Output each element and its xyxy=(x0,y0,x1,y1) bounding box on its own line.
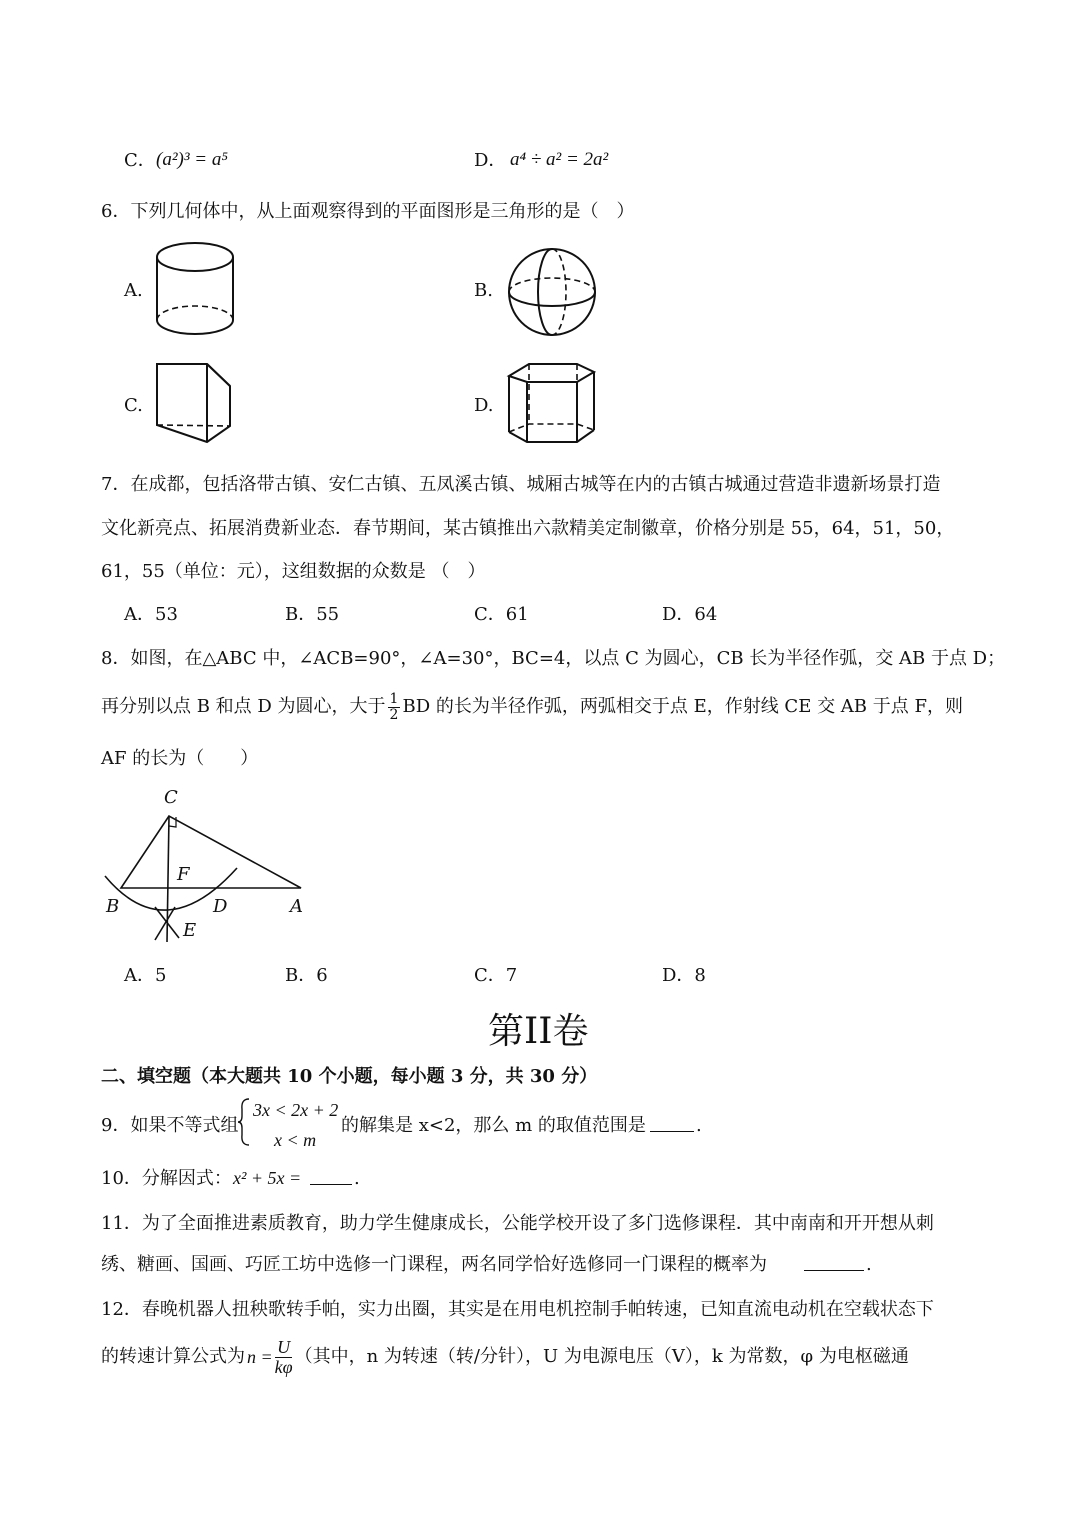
q9-inequality-1: 3x < 2x + 2 xyxy=(253,1100,339,1120)
q10-expression: x² + 5x = xyxy=(233,1168,302,1188)
q11-line-1: 11．为了全面推进素质教育，助力学生健康成长，公能学校开设了多门选修课程．其中南南和开开想从刺 xyxy=(101,1213,934,1234)
q6-option-a-label: A. xyxy=(124,280,143,301)
q7-line-1: 7．在成都，包括洛带古镇、安仁古镇、五凤溪古镇、城厢古城等在内的古镇古城通过营造非遗新场景打造 xyxy=(101,474,941,495)
q12-formula-fraction xyxy=(275,1338,293,1377)
q11-answer-blank[interactable] xyxy=(804,1256,864,1275)
figure-label-a: A xyxy=(290,896,303,917)
q10-end: . xyxy=(354,1168,360,1189)
q8-option-c: C．7 xyxy=(474,965,518,986)
q6-stem: 6．下列几何体中，从上面观察得到的平面图形是三角形的是（ ） xyxy=(101,201,635,222)
q7-line-2: 文化新亮点、拓展消费新业态．春节期间，某古镇推出六款精美定制徽章，价格分别是 55，64，51，50， xyxy=(101,518,955,539)
q8-fraction xyxy=(388,692,401,722)
q9-end: . xyxy=(696,1115,702,1136)
q12-line-2 xyxy=(101,1338,909,1377)
q6-option-b-label: B. xyxy=(474,280,493,301)
q8-option-a: A．5 xyxy=(124,965,167,986)
q8-line-3: AF 的长为（ ） xyxy=(101,748,259,769)
q6-option-d-label: D. xyxy=(474,395,494,416)
q6-option-c-label: C. xyxy=(124,395,143,416)
q12-line-2-end: （其中，n 为转速（转/分针），U 为电源电压（V），k 为常数，φ 为电枢磁通 xyxy=(294,1346,909,1368)
q10-answer-blank[interactable] xyxy=(310,1170,352,1189)
q9-prefix: 9．如果不等式组 xyxy=(101,1115,239,1136)
q11-line-2: 绣、糖画、国画、巧匠工坊中选修一门课程，两名同学恰好选修同一门课程的概率为 xyxy=(101,1254,767,1275)
q5-option-c-label: C． xyxy=(124,150,156,171)
q8-fraction-numerator: 1 xyxy=(389,691,399,707)
q8-fraction-denominator: 2 xyxy=(389,706,399,723)
section-2-heading: 二、填空题（本大题共 10 个小题，每小题 3 分，共 30 分） xyxy=(101,1066,598,1087)
q8-option-b: B．6 xyxy=(285,965,328,986)
q12-formula-numerator: U xyxy=(277,1337,291,1357)
q7-option-a: A．53 xyxy=(124,604,178,625)
q9-answer-blank[interactable] xyxy=(650,1117,694,1136)
triangular-prism-icon xyxy=(150,360,240,450)
hexagonal-prism-icon xyxy=(504,360,604,455)
q7-line-3: 61，55（单位：元），这组数据的众数是 （ ） xyxy=(101,561,486,582)
figure-label-b: B xyxy=(106,896,120,917)
q7-option-b: B．55 xyxy=(285,604,340,625)
q12-formula-lhs: n = xyxy=(247,1347,273,1368)
q12-formula-denominator: kφ xyxy=(274,1356,293,1377)
q5-option-d-label: D． xyxy=(474,150,507,171)
q5-option-c-expr: (a²)³ = a⁵ xyxy=(156,149,228,170)
figure-label-f: F xyxy=(177,864,190,885)
q7-option-c: C．61 xyxy=(474,604,529,625)
figure-label-c: C xyxy=(164,787,178,808)
q12-line-2-start: 的转速计算公式为 xyxy=(101,1346,245,1368)
q8-line-2-end: BD 的长为半径作弧，两弧相交于点 E，作射线 CE 交 AB 于点 F，则 xyxy=(402,696,963,718)
q7-option-d: D．64 xyxy=(662,604,718,625)
q8-line-2 xyxy=(101,692,963,722)
cylinder-icon xyxy=(150,240,240,340)
q8-line-1: 8．如图，在△ABC 中，∠ACB=90°，∠A=30°，BC=4，以点 C 为圆心，CB 长为半径作弧，交 AB 于点 D； xyxy=(101,648,1006,669)
q12-line-1: 12．春晚机器人扭秧歌转手帕，实力出圈，其实是在用电机控制手帕转速，已知直流电动机在空载状态下 xyxy=(101,1299,934,1320)
triangle-construction-figure xyxy=(95,780,325,960)
figure-label-e: E xyxy=(183,920,197,941)
q9-suffix: 的解集是 x<2，那么 m 的取值范围是 xyxy=(341,1115,646,1136)
q9-inequality-2: x < m xyxy=(274,1130,317,1150)
q8-line-2-start: 再分别以点 B 和点 D 为圆心，大于 xyxy=(101,696,386,718)
q11-end: . xyxy=(866,1254,872,1275)
left-brace xyxy=(236,1097,252,1147)
figure-label-d: D xyxy=(213,896,228,917)
q5-option-d-expr: a⁴ ÷ a² = 2a² xyxy=(510,149,609,170)
part-2-title: 第II卷 xyxy=(488,1011,589,1052)
q8-option-d: D．8 xyxy=(662,965,706,986)
q10-prefix: 10．分解因式： xyxy=(101,1168,232,1189)
sphere-icon xyxy=(504,245,600,341)
